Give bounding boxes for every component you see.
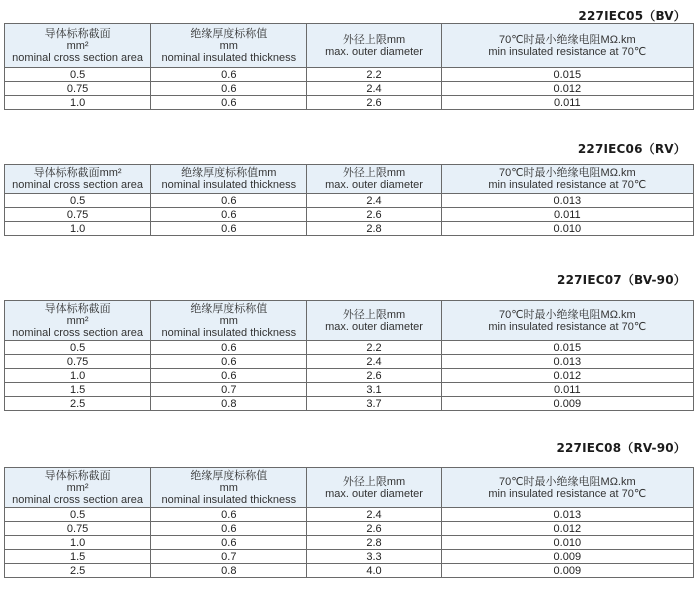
cell-diameter: 3.1 [307,383,441,397]
cell-diameter: 2.4 [307,194,441,208]
cell-cross-section: 2.5 [5,397,151,411]
cell-resistance: 0.010 [441,222,693,236]
section-title: 227IEC08（RV-90） [556,441,686,455]
table-row [5,550,694,564]
table-row [5,208,694,222]
cell-resistance: 0.009 [441,564,693,578]
cell-cross-section: 1.0 [5,369,151,383]
cell-cross-section: 1.5 [5,383,151,397]
header-outer-diameter: 外径上限mm max. outer diameter [307,301,441,341]
cell-resistance: 0.010 [441,536,693,550]
cell-thickness: 0.6 [151,355,307,369]
cell-resistance: 0.015 [441,341,693,355]
header-insulation-resistance: 70℃时最小绝缘电阻MΩ.km min insulated resistance at 70℃ [441,468,693,508]
table-row [5,369,694,383]
table-row [5,355,694,369]
cell-thickness: 0.6 [151,369,307,383]
cell-resistance: 0.013 [441,194,693,208]
table-row [5,536,694,550]
cell-cross-section: 2.5 [5,564,151,578]
cell-cross-section: 0.5 [5,68,151,82]
cell-diameter: 2.4 [307,355,441,369]
header-insulation-thickness: 绝缘厚度标称值 mm nominal insulated thickness [151,301,307,341]
table-row [5,222,694,236]
table-row [5,508,694,522]
table-row [5,194,694,208]
cell-diameter: 2.8 [307,222,441,236]
cell-resistance: 0.009 [441,397,693,411]
cell-diameter: 3.3 [307,550,441,564]
cell-thickness: 0.6 [151,68,307,82]
cell-thickness: 0.8 [151,397,307,411]
cell-diameter: 2.6 [307,522,441,536]
spec-table [4,300,694,411]
cell-cross-section: 1.0 [5,222,151,236]
cell-diameter: 2.6 [307,96,441,110]
cell-diameter: 4.0 [307,564,441,578]
cell-thickness: 0.6 [151,536,307,550]
spec-table [4,23,694,110]
spec-table [4,164,694,236]
cell-resistance: 0.011 [441,383,693,397]
cell-cross-section: 0.75 [5,82,151,96]
cell-cross-section: 1.5 [5,550,151,564]
cell-thickness: 0.8 [151,564,307,578]
table-header-row [5,468,694,508]
header-cross-section: 导体标称截面 mm² nominal cross section area [5,301,151,341]
cell-thickness: 0.6 [151,82,307,96]
cell-thickness: 0.6 [151,96,307,110]
section-title: 227IEC05（BV） [578,9,686,23]
header-insulation-thickness: 绝缘厚度标称值 mm nominal insulated thickness [151,24,307,68]
header-outer-diameter: 外径上限mm max. outer diameter [307,468,441,508]
cell-cross-section: 0.75 [5,522,151,536]
section-title: 227IEC06（RV） [577,142,686,156]
cell-resistance: 0.012 [441,369,693,383]
cell-resistance: 0.011 [441,208,693,222]
section-title: 227IEC07（BV-90） [557,273,686,287]
cell-diameter: 2.2 [307,341,441,355]
cell-thickness: 0.7 [151,383,307,397]
spec-table [4,467,694,578]
cell-cross-section: 1.0 [5,96,151,110]
cell-cross-section: 0.75 [5,355,151,369]
cell-cross-section: 0.5 [5,508,151,522]
cell-cross-section: 1.0 [5,536,151,550]
table-row [5,522,694,536]
cell-diameter: 2.6 [307,369,441,383]
table-row [5,383,694,397]
cell-resistance: 0.013 [441,355,693,369]
table-row [5,564,694,578]
header-insulation-thickness: 绝缘厚度标称值mm nominal insulated thickness [151,165,307,194]
table-row [5,397,694,411]
cell-thickness: 0.6 [151,208,307,222]
header-cross-section: 导体标称截面 mm² nominal cross section area [5,468,151,508]
cell-resistance: 0.009 [441,550,693,564]
cell-thickness: 0.6 [151,341,307,355]
cell-resistance: 0.012 [441,522,693,536]
header-cross-section: 导体标称截面 mm² nominal cross section area [5,24,151,68]
cell-thickness: 0.6 [151,222,307,236]
header-insulation-resistance: 70℃时最小绝缘电阻MΩ.km min insulated resistance at 70℃ [441,24,693,68]
cell-thickness: 0.6 [151,508,307,522]
table-row [5,341,694,355]
table-row [5,68,694,82]
cell-resistance: 0.013 [441,508,693,522]
cell-thickness: 0.6 [151,194,307,208]
cell-thickness: 0.7 [151,550,307,564]
cell-resistance: 0.011 [441,96,693,110]
table-header-row [5,24,694,68]
table-row [5,96,694,110]
table-row [5,82,694,96]
cell-resistance: 0.012 [441,82,693,96]
cell-cross-section: 0.75 [5,208,151,222]
cell-diameter: 2.4 [307,82,441,96]
cell-diameter: 2.8 [307,536,441,550]
header-cross-section: 导体标称截面mm² nominal cross section area [5,165,151,194]
cell-diameter: 3.7 [307,397,441,411]
cell-resistance: 0.015 [441,68,693,82]
table-header-row [5,301,694,341]
header-outer-diameter: 外径上限mm max. outer diameter [307,24,441,68]
table-header-row [5,165,694,194]
header-insulation-resistance: 70℃时最小绝缘电阻MΩ.km min insulated resistance at 70℃ [441,165,693,194]
header-insulation-resistance: 70℃时最小绝缘电阻MΩ.km min insulated resistance at 70℃ [441,301,693,341]
cell-thickness: 0.6 [151,522,307,536]
header-insulation-thickness: 绝缘厚度标称值 mm nominal insulated thickness [151,468,307,508]
cell-diameter: 2.4 [307,508,441,522]
cell-diameter: 2.2 [307,68,441,82]
cell-diameter: 2.6 [307,208,441,222]
cell-cross-section: 0.5 [5,194,151,208]
header-outer-diameter: 外径上限mm max. outer diameter [307,165,441,194]
cell-cross-section: 0.5 [5,341,151,355]
